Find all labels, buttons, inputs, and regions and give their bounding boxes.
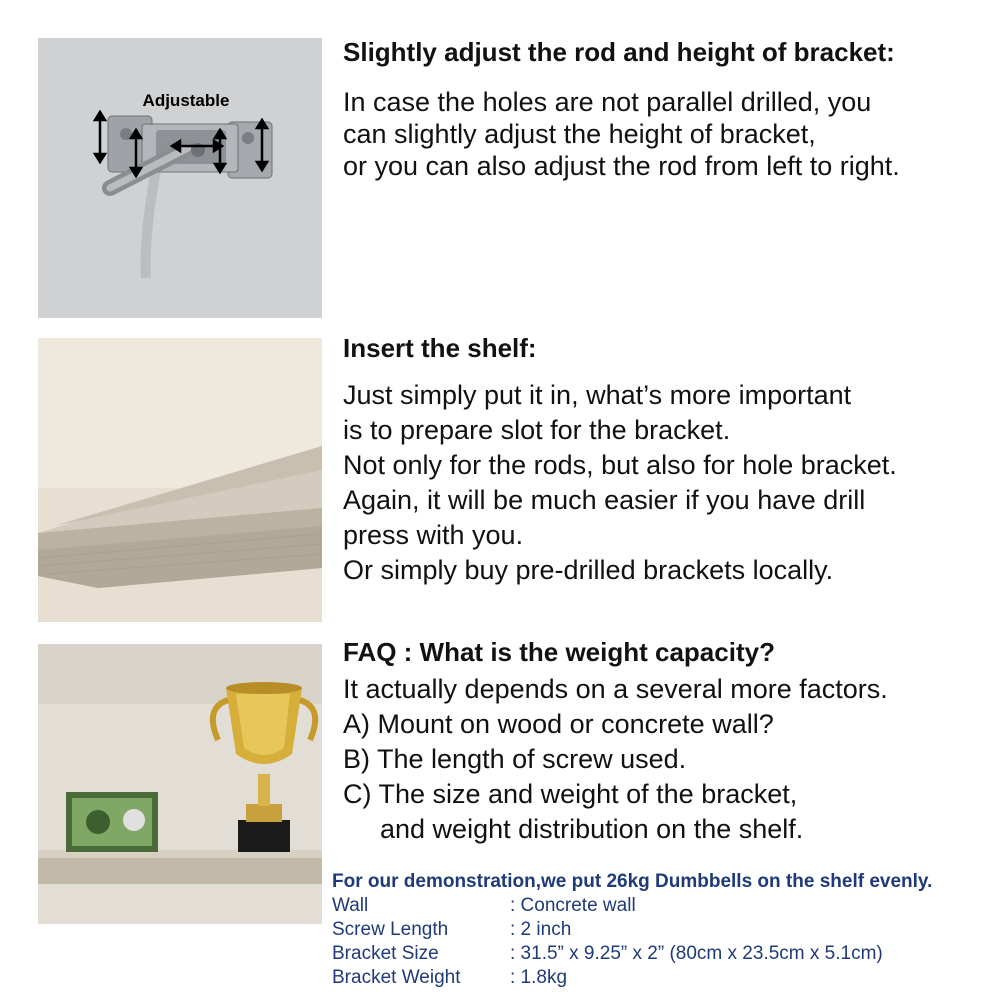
demo-heading: For our demonstration,we put 26kg Dumbbells on the shelf evenly. (332, 871, 933, 892)
faq-line: A) Mount on wood or concrete wall? (343, 709, 774, 739)
insert-line: Just simply put it in, what’s more important (343, 380, 852, 410)
faq-line: It actually depends on a several more factors. (343, 674, 888, 704)
adjust-line: can slightly adjust the height of bracket, (343, 119, 816, 149)
insert-title: Insert the shelf: (343, 333, 537, 363)
adjustable-label: Adjustable (142, 91, 230, 110)
trophy-shelf-illustration (38, 644, 322, 924)
insert-line: press with you. (343, 520, 524, 550)
shelf-illustration (38, 338, 322, 622)
insert-line: is to prepare slot for the bracket. (343, 415, 731, 445)
insert-line: Again, it will be much easier if you have drill (343, 485, 866, 515)
adjust-title: Slightly adjust the rod and height of bracket: (343, 37, 895, 67)
spec-row (332, 918, 1000, 942)
bracket-illustration (38, 38, 322, 318)
bracket-photo (38, 38, 322, 318)
spec-row (332, 942, 1000, 966)
adjust-line: or you can also adjust the rod from left to right. (343, 151, 900, 181)
demo-specs (332, 870, 1000, 990)
spec-key: Bracket Size (332, 943, 439, 964)
shelf-photo (38, 338, 322, 622)
trophy-shelf-photo (38, 644, 322, 924)
spec-row (332, 966, 1000, 990)
insert-line: Or simply buy pre-drilled brackets locally. (343, 555, 834, 585)
faq-line: and weight distribution on the shelf. (380, 814, 804, 844)
insert-section (343, 332, 1000, 588)
spec-key: Wall (332, 895, 369, 916)
spec-key: Bracket Weight (332, 967, 461, 988)
spec-row (332, 894, 1000, 918)
adjust-section (343, 36, 1000, 182)
spec-value: : 1.8kg (510, 967, 568, 988)
spec-value: : Concrete wall (510, 895, 636, 916)
adjust-line: In case the holes are not parallel drilled, you (343, 87, 872, 117)
faq-line: C) The size and weight of the bracket, (343, 779, 798, 809)
spec-value: : 31.5” x 9.25” x 2” (80cm x 23.5cm x 5.1cm) (510, 943, 883, 964)
faq-title: FAQ : What is the weight capacity? (343, 637, 775, 667)
spec-value: : 2 inch (510, 919, 572, 940)
faq-section (343, 636, 1000, 847)
insert-line: Not only for the rods, but also for hole bracket. (343, 450, 897, 480)
spec-key: Screw Length (332, 919, 449, 940)
faq-line: B) The length of screw used. (343, 744, 687, 774)
